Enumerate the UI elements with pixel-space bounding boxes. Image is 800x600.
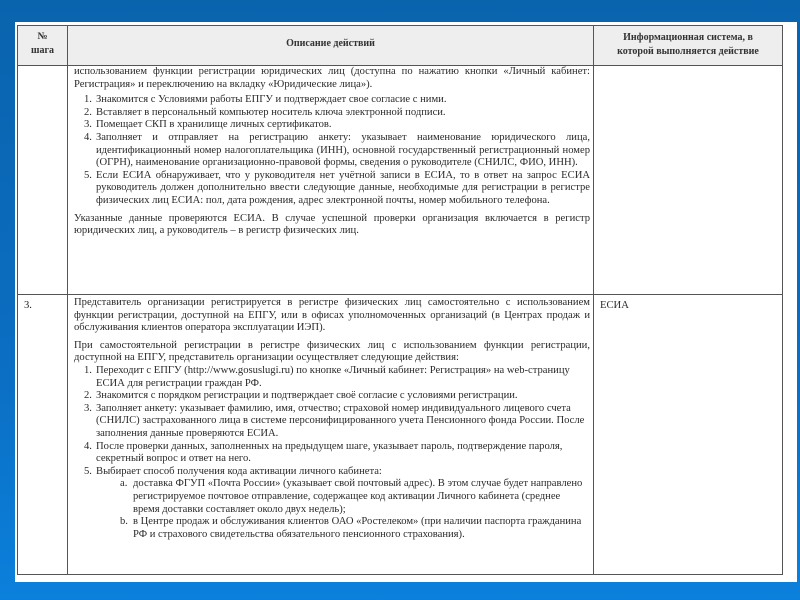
table-header bbox=[18, 26, 782, 66]
list-item-text: Знакомится с Условиями работы ЕПГУ и подтверждает свое согласие с ними. bbox=[96, 94, 447, 106]
step-paragraph: Представитель организации регистрируется в регистре физических лиц самостоятельно с использованием функции регистрации, доступной на ЕПГУ, или в офисах уполномоченных организаций (в Центрах продаж и обслуживания клиентов оператора эксплуатации ИЭП). bbox=[74, 297, 590, 334]
slide-sheet bbox=[15, 22, 797, 582]
row-intro-text: использованием функции регистрации юридических лиц (доступна по нажатию кнопки «Личный кабинет: Регистрация» и переключению на вкладку «Юридические лица»). bbox=[74, 66, 590, 90]
list-item bbox=[68, 390, 590, 403]
list-item-text: Помещает СКП в хранилище личных сертификатов. bbox=[96, 119, 332, 131]
info-system-name: ЕСИА bbox=[600, 300, 629, 311]
list-item-number: 1. bbox=[84, 94, 92, 106]
table-row-continued bbox=[68, 66, 593, 238]
header-system bbox=[594, 31, 782, 59]
list-item bbox=[68, 132, 590, 170]
sub-list-item bbox=[68, 516, 588, 541]
list-item bbox=[68, 441, 590, 466]
header-system-line2: которой выполняется действие bbox=[617, 46, 759, 57]
list-item bbox=[68, 119, 590, 132]
steps-table bbox=[17, 25, 783, 575]
header-step-number-line1: № bbox=[37, 31, 48, 42]
list-item-text: После проверки данных, заполненных на предыдущем шаге, указывает пароль, подтверждение пароля, секретный вопрос и ответ на него. bbox=[96, 440, 563, 465]
list-item bbox=[68, 365, 590, 390]
list-item-text: Выбирает способ получения кода активации личного кабинета: bbox=[96, 465, 382, 477]
row-divider bbox=[18, 294, 782, 295]
row-outro-text: Указанные данные проверяются ЕСИА. В случае успешной проверки организация включается в регистр юридических лиц, а руководитель – в регистр физических лиц. bbox=[74, 212, 590, 237]
list-item-number: 3. bbox=[84, 402, 92, 414]
step-paragraph: При самостоятельной регистрации в регистре физических лиц с использованием функции регистрации, доступной на ЕПГУ, представитель организации осуществляет следующие действия: bbox=[74, 339, 590, 364]
list-item-text: Знакомится с порядком регистрации и подтверждает своё согласие с условиями регистрации. bbox=[96, 390, 518, 402]
step-number: 3. bbox=[24, 300, 32, 311]
list-item-number: 2. bbox=[84, 106, 92, 118]
list-item-text: Заполняет анкету: указывает фамилию, имя, отчество; страховой номер индивидуального лицевого счета (СНИЛС) застрахованного лица в системе персонифицированного учета Пенсионного фонда России. После заполнения данные проверяются ЕСИА. bbox=[96, 402, 585, 439]
list-item-number: 1. bbox=[84, 364, 92, 376]
sub-list-item-text: в Центре продаж и обслуживания клиентов ОАО «Ростелеком» (при наличии паспорта гражданина РФ и страхового свидетельства обязательного пенсионного страхования). bbox=[133, 516, 582, 540]
list-item-text: Переходит с ЕПГУ (http://www.gosuslugi.ru) по кнопке «Личный кабинет: Регистрация» на web-страницу ЕСИА для регистрации граждан РФ. bbox=[96, 364, 570, 389]
list-item-number: 4. bbox=[84, 131, 92, 143]
list-item bbox=[68, 466, 590, 479]
header-step-number-line2: шага bbox=[31, 45, 54, 56]
list-item-text: Заполняет и отправляет на регистрацию анкету: указывает наименование юридического лица, идентификационный номер налогоплательщика (ИНН), основной государственный регистрационный номер (ОГРН), наименование организационно-правовой формы, сведения о руководителе (СНИЛС, ФИО, ИНН). bbox=[96, 131, 590, 169]
list-item-number: 4. bbox=[84, 440, 92, 452]
list-item-number: 2. bbox=[84, 390, 92, 402]
list-item bbox=[68, 94, 590, 107]
list-item-text: Если ЕСИА обнаруживает, что у руководителя нет учётной записи в ЕСИА, то в ответ на запрос ЕСИА руководитель должен дополнительно ввести следующие данные, необходимые для регистрации в регистре физических лиц ЕСИА: пол, дата рождения, адрес электронной почты, номер мобильного телефона. bbox=[96, 169, 590, 206]
sub-list-item-text: доставка ФГУП «Почта России» (указывает свой почтовый адрес). В этом случае будет направлено регистрируемое почтовое отправление, содержащее код активации Личного кабинета (среднее время доставки составляет около двух недель); bbox=[133, 478, 583, 515]
list-item-text: Вставляет в персональный компьютер носитель ключа электронной подписи. bbox=[96, 106, 446, 118]
list-item-number: 5. bbox=[84, 465, 92, 477]
header-system-line1: Информационная система, в bbox=[623, 32, 753, 43]
header-step-number bbox=[18, 30, 67, 58]
sub-list-item-letter: a. bbox=[120, 478, 128, 490]
list-item bbox=[68, 170, 590, 208]
sub-list-item bbox=[68, 478, 588, 516]
column-divider bbox=[593, 26, 594, 574]
sub-list-item-letter: b. bbox=[120, 516, 128, 528]
list-item-number: 3. bbox=[84, 119, 92, 131]
list-item bbox=[68, 403, 590, 441]
list-item-number: 5. bbox=[84, 169, 92, 181]
table-row-step-3 bbox=[68, 297, 593, 541]
header-description: Описание действий bbox=[286, 38, 375, 49]
list-item bbox=[68, 107, 590, 120]
